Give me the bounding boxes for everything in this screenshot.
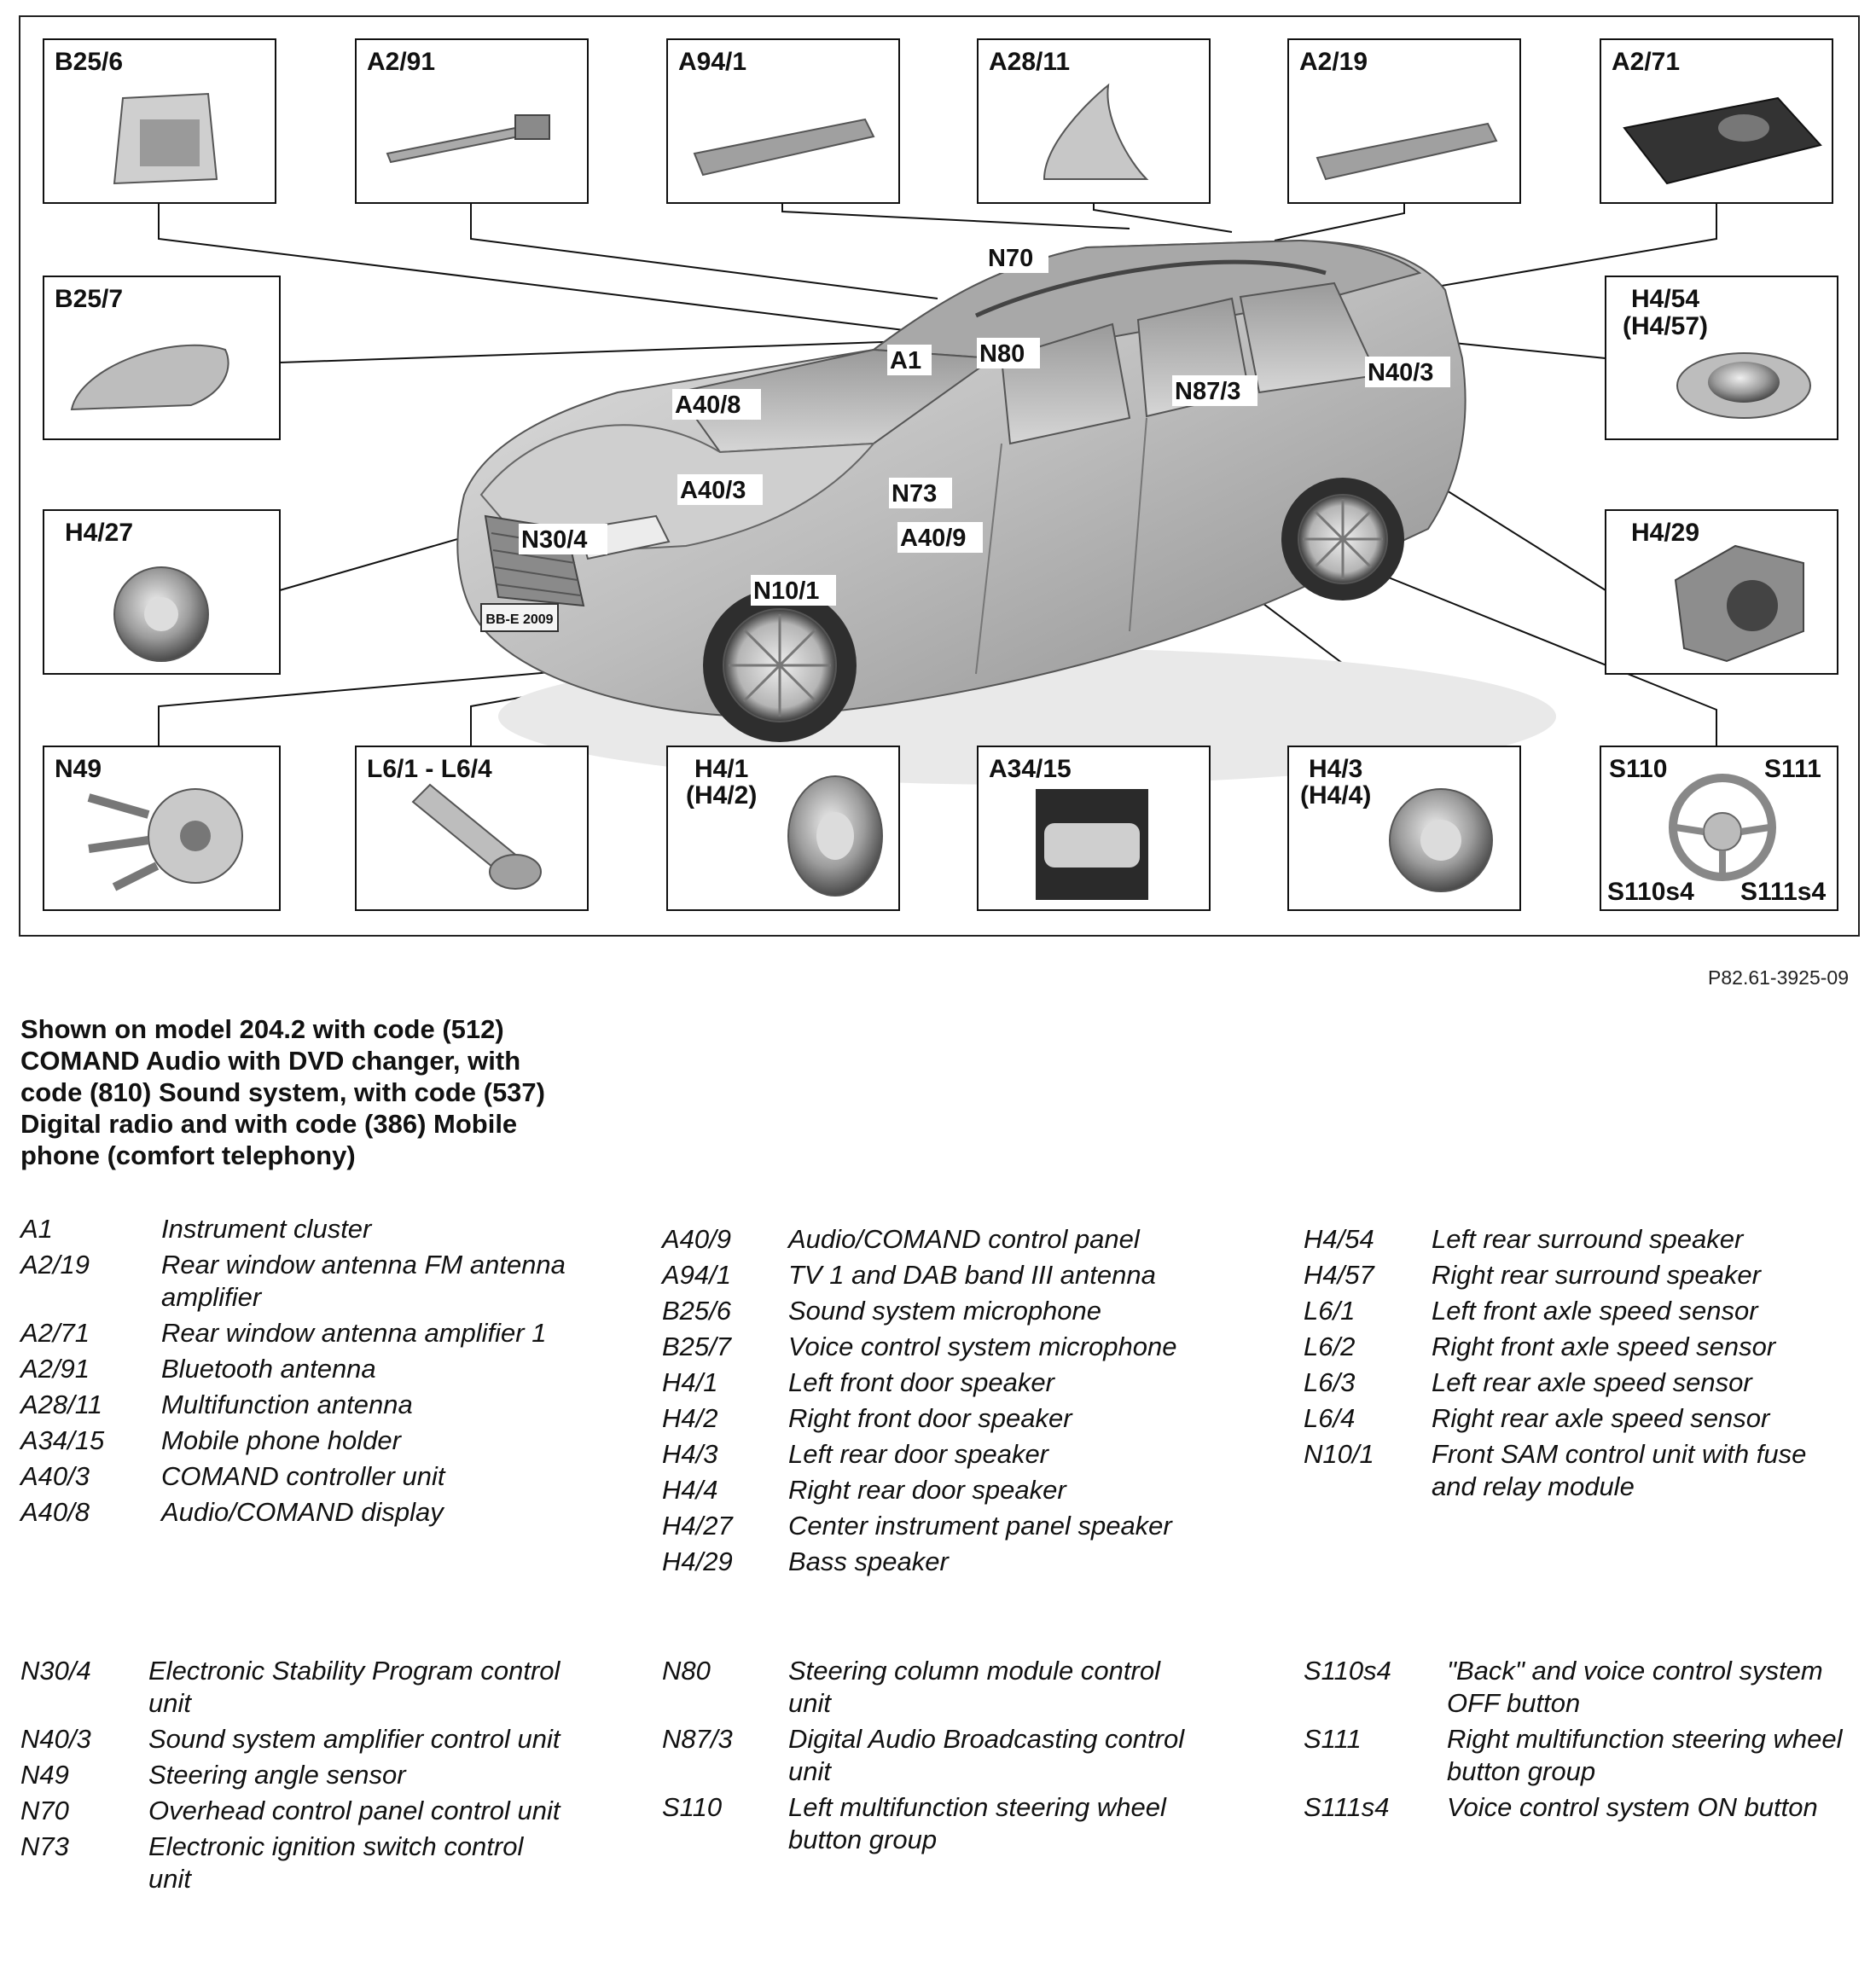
legend-description: Audio/COMAND display: [161, 1497, 444, 1527]
legend-description: Right multifunction steering wheel button group: [1447, 1724, 1843, 1786]
legend-description: Left front door speaker: [788, 1367, 1054, 1397]
legend-row: [1304, 1791, 1850, 1824]
legend-row: [20, 1353, 584, 1385]
legend-row: [20, 1389, 584, 1421]
legend-row: [20, 1655, 566, 1720]
tile-h4-1: [667, 746, 899, 910]
label-n80: N80: [979, 340, 1025, 368]
legend-description: Digital Audio Broadcasting control unit: [788, 1724, 1185, 1786]
legend-description: Rear window antenna amplifier 1: [161, 1318, 547, 1348]
legend-row: [20, 1723, 566, 1755]
legend-description: Bass speaker: [788, 1546, 949, 1576]
legend-code: B25/7: [662, 1332, 732, 1361]
legend-description: Bluetooth antenna: [161, 1354, 376, 1384]
legend-row: [662, 1546, 1217, 1578]
legend-code: H4/29: [662, 1546, 733, 1576]
legend-description: Electronic ignition switch control unit: [148, 1831, 524, 1894]
legend-description: Electronic Stability Program control unit: [148, 1656, 560, 1718]
legend-row: [20, 1425, 584, 1457]
legend-code: H4/4: [662, 1475, 718, 1505]
legend-code: N49: [20, 1760, 69, 1790]
legend-row: [1304, 1723, 1850, 1788]
legend-description: Sound system microphone: [788, 1296, 1102, 1326]
label-a40-9: A40/9: [900, 525, 967, 552]
tile-label: L6/1 - L6/4: [367, 755, 492, 783]
legend-row: [1304, 1295, 1841, 1327]
car-illustration: [457, 241, 1556, 785]
tile-h4-54: [1606, 276, 1838, 439]
legend-code: S110: [662, 1792, 723, 1822]
legend-description: Right rear door speaker: [788, 1475, 1066, 1505]
tile-a34-15: [978, 746, 1210, 910]
legend-code: L6/4: [1304, 1403, 1356, 1433]
legend-code: N87/3: [662, 1724, 733, 1754]
legend-code: N70: [20, 1796, 69, 1825]
legend-description: Left rear axle speed sensor: [1432, 1367, 1752, 1397]
legend-row: [20, 1213, 584, 1245]
legend-code: H4/1: [662, 1367, 718, 1397]
label-n40-3: N40/3: [1368, 359, 1434, 386]
tile-s110-s111: [1600, 746, 1838, 910]
tile-label-s111s4: S111s4: [1740, 878, 1827, 906]
tile-label: B25/7: [55, 285, 124, 313]
legend-column-1: [20, 1213, 584, 1532]
legend-row: [662, 1655, 1208, 1720]
component-location-diagram: [19, 15, 1860, 937]
legend-row: [662, 1367, 1217, 1399]
tile-label: A2/19: [1299, 48, 1368, 76]
figure-id: P82.61-3925-09: [1708, 966, 1849, 989]
label-n30-4: N30/4: [521, 526, 588, 554]
legend-code: H4/54: [1304, 1224, 1374, 1254]
legend-description: Left rear surround speaker: [1432, 1224, 1744, 1254]
legend-description: Left front axle speed sensor: [1432, 1296, 1758, 1326]
legend-code: A40/8: [20, 1497, 90, 1527]
tile-h4-29: [1606, 510, 1838, 674]
legend-code: A1: [20, 1214, 53, 1244]
tile-label: H4/1: [694, 755, 749, 783]
legend-column-2: [662, 1223, 1217, 1581]
legend-column-3: [1304, 1223, 1841, 1506]
leader-a2-91: [471, 203, 938, 299]
legend-column-4: [20, 1655, 566, 1899]
leader-a2-19: [1275, 203, 1404, 241]
legend-description: "Back" and voice control system OFF button: [1447, 1656, 1823, 1718]
tile-label: A94/1: [678, 48, 747, 76]
legend-row: [662, 1474, 1217, 1506]
legend-row: [662, 1259, 1217, 1291]
legend-description: Mobile phone holder: [161, 1425, 401, 1455]
tile-label: H4/27: [65, 519, 134, 547]
legend-code: A34/15: [20, 1425, 105, 1455]
legend-description: Front SAM control unit with fuse and relay module: [1432, 1439, 1807, 1501]
legend-row: [1304, 1655, 1850, 1720]
legend-code: A2/91: [20, 1354, 90, 1384]
legend-row: [1304, 1331, 1841, 1363]
tile-label: A2/91: [367, 48, 436, 76]
label-a40-8: A40/8: [675, 392, 741, 419]
legend-row: [662, 1438, 1217, 1471]
legend-code: N80: [662, 1656, 711, 1686]
tile-label: A34/15: [989, 755, 1072, 783]
legend-row: [20, 1460, 584, 1493]
legend-row: [20, 1831, 566, 1895]
legend-code: H4/2: [662, 1403, 718, 1433]
label-n10-1: N10/1: [753, 577, 820, 605]
legend-code: N30/4: [20, 1656, 91, 1686]
figure-caption: Shown on model 204.2 with code (512) COMAND Audio with DVD changer, with code (810) Sound system, with code (537) Digital radio and with code (386) Mobile phone (comfort telephony): [20, 1014, 545, 1170]
legend-description: TV 1 and DAB band III antenna: [788, 1260, 1156, 1290]
tile-n49: [44, 746, 280, 910]
label-n70: N70: [988, 245, 1034, 272]
legend-description: Voice control system microphone: [788, 1332, 1177, 1361]
legend-row: [1304, 1367, 1841, 1399]
label-a40-3: A40/3: [680, 477, 746, 504]
legend-description: Instrument cluster: [161, 1214, 372, 1244]
tile-label: N49: [55, 755, 102, 783]
leader-a94-1: [782, 203, 1130, 229]
legend-code: A28/11: [20, 1390, 102, 1419]
legend-row: [1304, 1223, 1841, 1256]
legend-description: Steering column module control unit: [788, 1656, 1160, 1718]
legend-code: N73: [20, 1831, 69, 1861]
legend-code: N40/3: [20, 1724, 91, 1754]
tile-label: B25/6: [55, 48, 124, 76]
diagram-canvas: [20, 17, 1860, 937]
legend-code: A40/3: [20, 1461, 90, 1491]
legend-code: S111: [1304, 1724, 1362, 1754]
tile-label-secondary: (H4/4): [1300, 781, 1372, 810]
legend-row: [1304, 1259, 1841, 1291]
tile-l6: [356, 746, 588, 910]
legend-code: L6/2: [1304, 1332, 1356, 1361]
tile-label: A28/11: [989, 48, 1071, 76]
legend-code: A2/19: [20, 1250, 90, 1280]
legend-description: Sound system amplifier control unit: [148, 1724, 560, 1754]
tile-a2-19: [1288, 39, 1520, 203]
tile-b25-7: [44, 276, 280, 439]
tile-label-secondary: (H4/57): [1623, 312, 1709, 340]
tile-a2-91: [356, 39, 588, 203]
label-n87-3: N87/3: [1175, 378, 1241, 405]
legend-row: [662, 1402, 1217, 1435]
legend-description: Voice control system ON button: [1447, 1792, 1818, 1822]
legend-code: L6/1: [1304, 1296, 1356, 1326]
legend-description: Steering angle sensor: [148, 1760, 406, 1790]
legend-code: B25/6: [662, 1296, 732, 1326]
legend-row: [20, 1795, 566, 1827]
tile-label: H4/3: [1309, 755, 1363, 783]
legend-description: Center instrument panel speaker: [788, 1511, 1172, 1541]
tile-label: A2/71: [1612, 48, 1681, 76]
legend-description: Audio/COMAND control panel: [788, 1224, 1140, 1254]
legend-code: A40/9: [662, 1224, 732, 1254]
legend-description: COMAND controller unit: [161, 1461, 445, 1491]
tile-label-s110s4: S110s4: [1607, 878, 1694, 906]
legend-row: [20, 1496, 584, 1529]
tile-a94-1: [667, 39, 899, 203]
legend-code: A2/71: [20, 1318, 90, 1348]
tile-label-secondary: (H4/2): [686, 781, 758, 810]
legend-code: A94/1: [662, 1260, 732, 1290]
legend-description: Right front axle speed sensor: [1432, 1332, 1776, 1361]
legend-description: Right front door speaker: [788, 1403, 1072, 1433]
legend-row: [662, 1723, 1208, 1788]
tile-label-s110: S110: [1609, 755, 1668, 783]
legend-code: N10/1: [1304, 1439, 1374, 1469]
legend-row: [20, 1759, 566, 1791]
legend-description: Rear window antenna FM antenna amplifier: [161, 1250, 566, 1312]
legend-row: [662, 1791, 1208, 1856]
tile-b25-6: [44, 39, 276, 203]
legend-description: Right rear surround speaker: [1432, 1260, 1761, 1290]
legend-code: H4/27: [662, 1511, 733, 1541]
legend-description: Multifunction antenna: [161, 1390, 413, 1419]
legend-row: [20, 1249, 584, 1314]
tile-h4-27: [44, 510, 280, 674]
legend-column-5: [662, 1655, 1208, 1860]
label-n73: N73: [892, 480, 938, 508]
label-a1: A1: [890, 347, 922, 374]
tile-a28-11: [978, 39, 1210, 203]
tile-h4-3: [1288, 746, 1520, 910]
legend-code: H4/57: [1304, 1260, 1374, 1290]
legend-description: Left multifunction steering wheel button group: [788, 1792, 1166, 1854]
tile-label: H4/54: [1631, 285, 1700, 313]
tile-a2-71: [1600, 39, 1832, 203]
legend-row: [1304, 1402, 1841, 1435]
license-plate-text: BB-E 2009: [485, 612, 554, 627]
legend-code: H4/3: [662, 1439, 718, 1469]
legend-code: L6/3: [1304, 1367, 1356, 1397]
legend-description: Right rear axle speed sensor: [1432, 1403, 1770, 1433]
legend-description: Left rear door speaker: [788, 1439, 1049, 1469]
legend-code: S110s4: [1304, 1656, 1391, 1686]
legend-column-6: [1304, 1655, 1850, 1827]
tile-label-s111: S111: [1764, 755, 1821, 783]
legend-row: [1304, 1438, 1841, 1503]
legend-row: [20, 1317, 584, 1349]
legend-row: [662, 1295, 1217, 1327]
legend-row: [662, 1331, 1217, 1363]
legend-row: [662, 1510, 1217, 1542]
legend-description: Overhead control panel control unit: [148, 1796, 560, 1825]
legend-code: S111s4: [1304, 1792, 1390, 1822]
legend-row: [662, 1223, 1217, 1256]
tile-label: H4/29: [1631, 519, 1700, 547]
